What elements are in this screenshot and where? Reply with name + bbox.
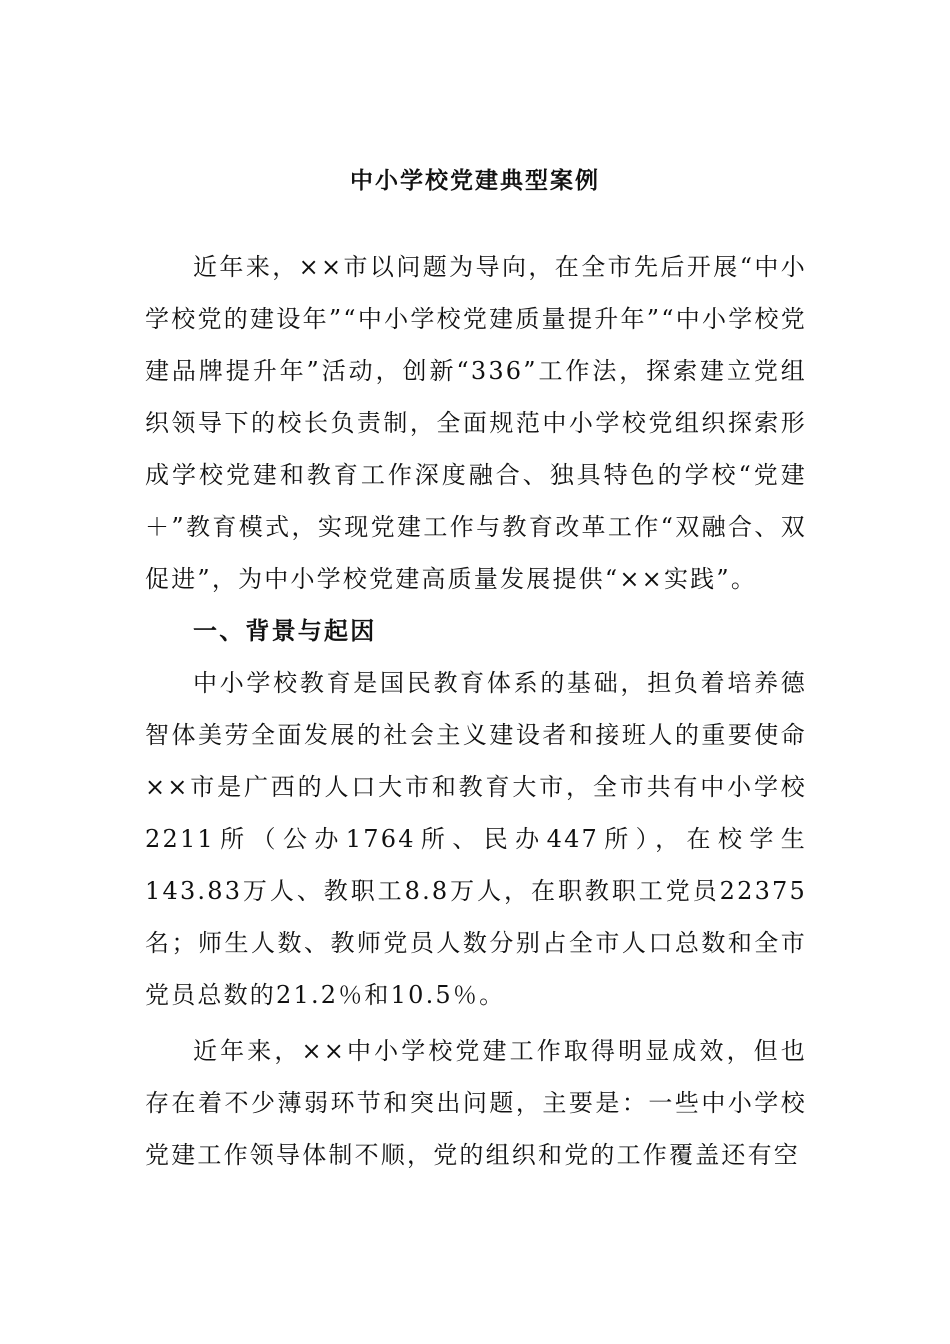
intro-paragraph: 近年来，××市以问题为导向，在全市先后开展“中小学校党的建设年”“中小学校党建质量提升年”“中小学校党建品牌提升年”活动，创新“336”工作法，探索建立党组织领导下的校长负责制，全面规范中小学校党组织探索形成学校党建和教育工作深度融合、独具特色的学校“党建＋”教育模式，实现党建工作与教育改革工作“双融合、双促进”，为中小学校党建高质量发展提供“××实践”。 xyxy=(145,253,807,593)
body-paragraph: 近年来，××中小学校党建工作取得明显成效，但也存在着不少薄弱环节和突出问题，主要是：一些中小学校党建工作领导体制不顺，党的组织和党的工作覆盖还有空 xyxy=(145,1037,807,1169)
document-title: 中小学校党建典型案例 xyxy=(350,168,600,194)
section-heading: 一、背景与起因 xyxy=(193,617,377,645)
document-body xyxy=(145,241,807,1181)
body-paragraph: 中小学校教育是国民教育体系的基础，担负着培养德智体美劳全面发展的社会主义建设者和接班人的重要使命××市是广西的人口大市和教育大市，全市共有中小学校2211所（公办1764所、民办447所），在校学生143.83万人、教职工8.8万人，在职教职工党员22375名；师生人数、教师党员人数分别占全市人口总数和全市党员总数的21.2％和10.5％。 xyxy=(145,669,807,1009)
